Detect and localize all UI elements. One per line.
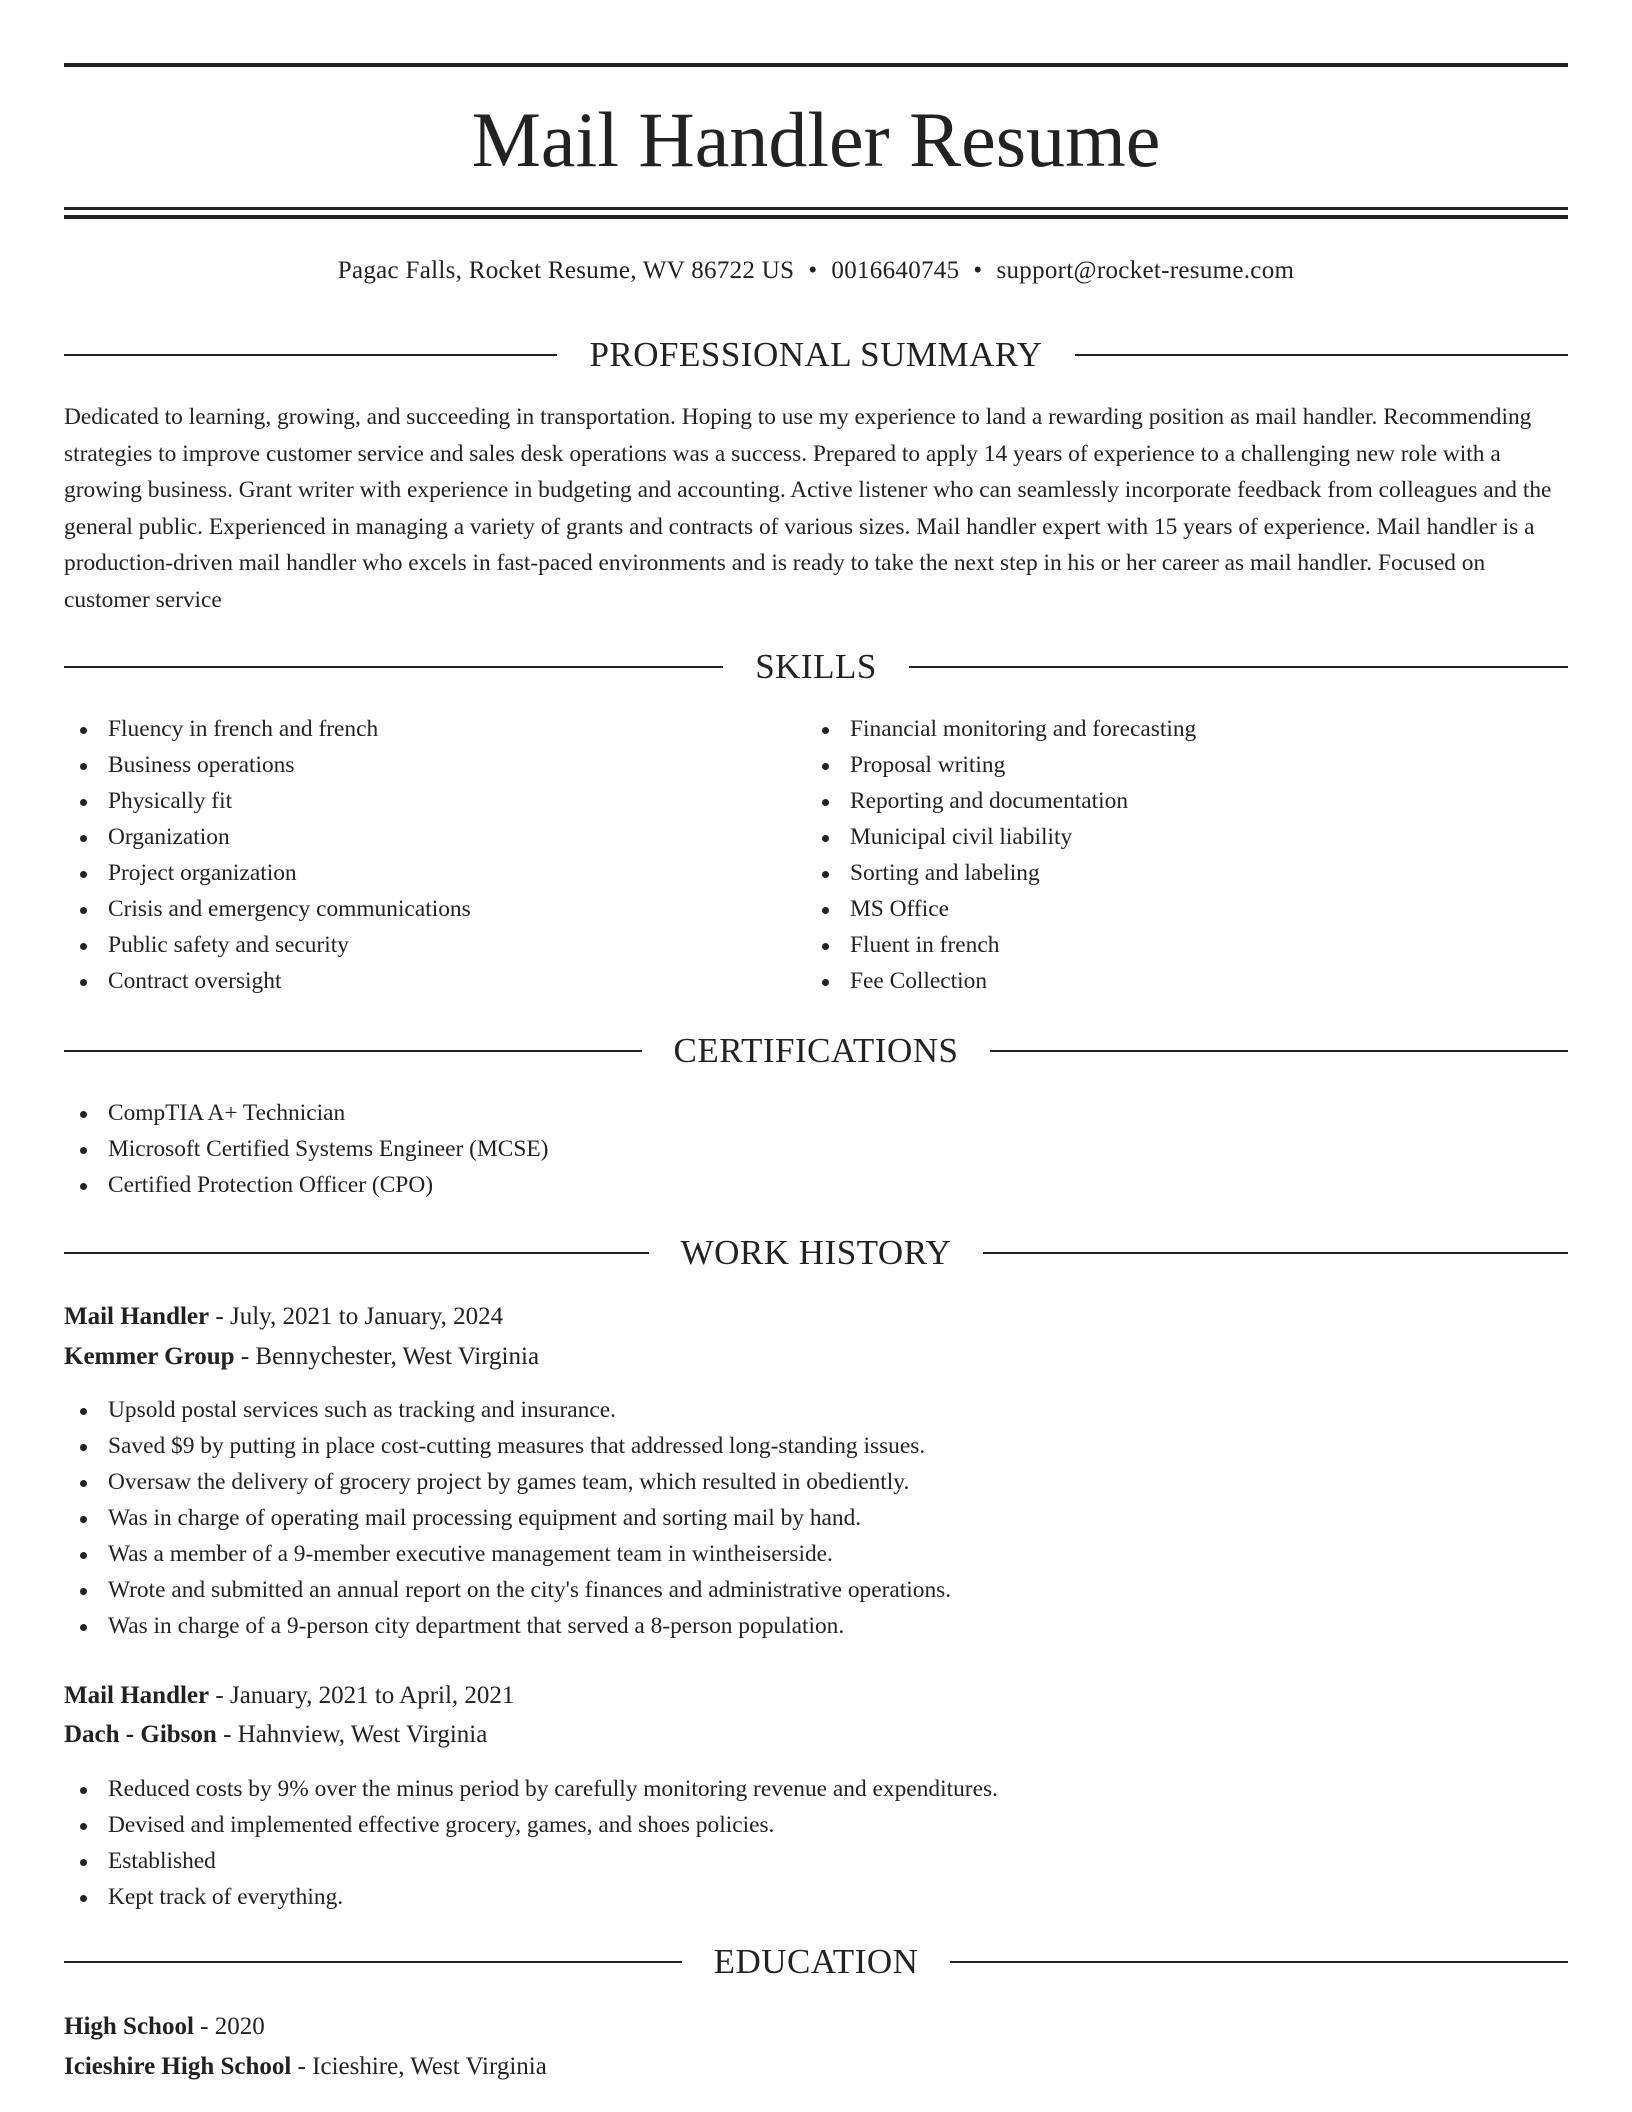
job-dates: - January, 2021 to April, 2021 [215, 1682, 515, 1709]
skill-item: Financial monitoring and forecasting [806, 711, 1546, 747]
education-year: - 2020 [200, 2013, 265, 2040]
job-bullet: Established [64, 1843, 1564, 1879]
job-title-line [64, 1676, 514, 1716]
heading-label: PROFESSIONAL SUMMARY [589, 335, 1043, 374]
section-heading-skills [64, 643, 1568, 691]
job-title-line [64, 1297, 503, 1337]
job-bullet: Saved $9 by putting in place cost-cutting measures that addressed long-standing issues. [64, 1428, 1564, 1464]
skills-list-right [806, 711, 1546, 999]
job-company-line [64, 1337, 539, 1377]
skill-item: Fluent in french [806, 927, 1546, 963]
title-rule-upper [64, 207, 1568, 210]
job-bullet: Was in charge of a 9-person city department that served a 8-person population. [64, 1608, 1564, 1644]
heading-rule [990, 1050, 1568, 1052]
skill-item: Proposal writing [806, 747, 1546, 783]
job-bullet: Wrote and submitted an annual report on the city's finances and administrative operations. [64, 1572, 1564, 1608]
job-bullet: Kept track of everything. [64, 1879, 1564, 1915]
heading-rule [64, 1961, 682, 1963]
skill-item: Fee Collection [806, 963, 1546, 999]
heading-rule [64, 1050, 642, 1052]
summary-text: Dedicated to learning, growing, and succeeding in transportation. Hoping to use my experience to land a rewarding position as mail handler. Recommending strategies to improve customer service and sales desk operations was a success. Prepared to apply 14 years of experience to a challenging new role with a growing business. Grant writer with experience in budgeting and accounting. Active listener who can seamlessly incorporate feedback from colleagues and the general public. Experienced in managing a variety of grants and contracts of various sizes. Mail handler expert with 15 years of experience. Mail handler is a production-driven mail handler who excels in fast-paced environments and is ready to take the next step in his or her career as mail handler. Focused on customer service [64, 404, 1552, 613]
skill-item: Sorting and labeling [806, 855, 1546, 891]
certification-item: CompTIA A+ Technician [64, 1095, 1564, 1131]
job-company: Dach - Gibson [64, 1721, 217, 1748]
certifications-list [64, 1095, 1564, 1203]
skill-item: MS Office [806, 891, 1546, 927]
job-company-line [64, 1715, 487, 1755]
certification-item: Certified Protection Officer (CPO) [64, 1167, 1564, 1203]
skill-item: Business operations [64, 747, 804, 783]
education-school: Icieshire High School [64, 2053, 292, 2080]
contact-separator: • [973, 257, 983, 284]
skill-item: Contract oversight [64, 963, 804, 999]
job-title: Mail Handler [64, 1303, 210, 1330]
heading-rule [64, 354, 557, 356]
heading-rule [909, 666, 1568, 668]
skill-item: Project organization [64, 855, 804, 891]
skill-item: Reporting and documentation [806, 783, 1546, 819]
heading-rule [1075, 354, 1568, 356]
resume-title: Mail Handler Resume [471, 96, 1161, 183]
heading-label: SKILLS [755, 647, 877, 686]
job-bullets [64, 1771, 1564, 1915]
contact-phone: 0016640745 [831, 257, 960, 284]
education-degree: High School [64, 2013, 194, 2040]
skill-item: Fluency in french and french [64, 711, 804, 747]
contact-separator: • [808, 257, 818, 284]
skills-list-left [64, 711, 804, 999]
education-location: - Icieshire, West Virginia [297, 2053, 547, 2080]
education-degree-line [64, 2007, 265, 2047]
contact-line [64, 250, 1568, 292]
education-school-line [64, 2047, 547, 2087]
heading-rule [64, 666, 723, 668]
job-bullet: Upsold postal services such as tracking and insurance. [64, 1392, 1564, 1428]
heading-rule [983, 1252, 1568, 1254]
job-bullets [64, 1392, 1564, 1644]
heading-rule [64, 1252, 649, 1254]
skill-item: Public safety and security [64, 927, 804, 963]
job-bullet: Devised and implemented effective grocery, games, and shoes policies. [64, 1807, 1564, 1843]
contact-email: support@rocket-resume.com [996, 257, 1295, 284]
certification-item: Microsoft Certified Systems Engineer (MCSE) [64, 1131, 1564, 1167]
heading-label: EDUCATION [713, 1942, 919, 1981]
job-title: Mail Handler [64, 1682, 210, 1709]
contact-address: Pagac Falls, Rocket Resume, WV 86722 US [337, 257, 795, 284]
job-location: - Bennychester, West Virginia [240, 1343, 540, 1370]
job-company: Kemmer Group [64, 1343, 235, 1370]
job-location: - Hahnview, West Virginia [223, 1721, 488, 1748]
job-bullet: Was in charge of operating mail processing equipment and sorting mail by hand. [64, 1500, 1564, 1536]
skill-item: Municipal civil liability [806, 819, 1546, 855]
job-dates: - July, 2021 to January, 2024 [215, 1303, 504, 1330]
title-rule-lower [64, 215, 1568, 219]
section-heading-certifications [64, 1027, 1568, 1075]
heading-rule [950, 1961, 1568, 1963]
section-heading-summary [64, 331, 1568, 379]
top-rule [64, 63, 1568, 67]
heading-label: WORK HISTORY [680, 1233, 952, 1272]
section-heading-education [64, 1938, 1568, 1986]
job-bullet: Oversaw the delivery of grocery project by games team, which resulted in obediently. [64, 1464, 1564, 1500]
heading-label: CERTIFICATIONS [673, 1031, 959, 1070]
job-bullet: Was a member of a 9-member executive management team in wintheiserside. [64, 1536, 1564, 1572]
skill-item: Organization [64, 819, 804, 855]
job-bullet: Reduced costs by 9% over the minus period by carefully monitoring revenue and expenditures. [64, 1771, 1564, 1807]
section-heading-work-history [64, 1229, 1568, 1277]
skill-item: Crisis and emergency communications [64, 891, 804, 927]
skill-item: Physically fit [64, 783, 804, 819]
